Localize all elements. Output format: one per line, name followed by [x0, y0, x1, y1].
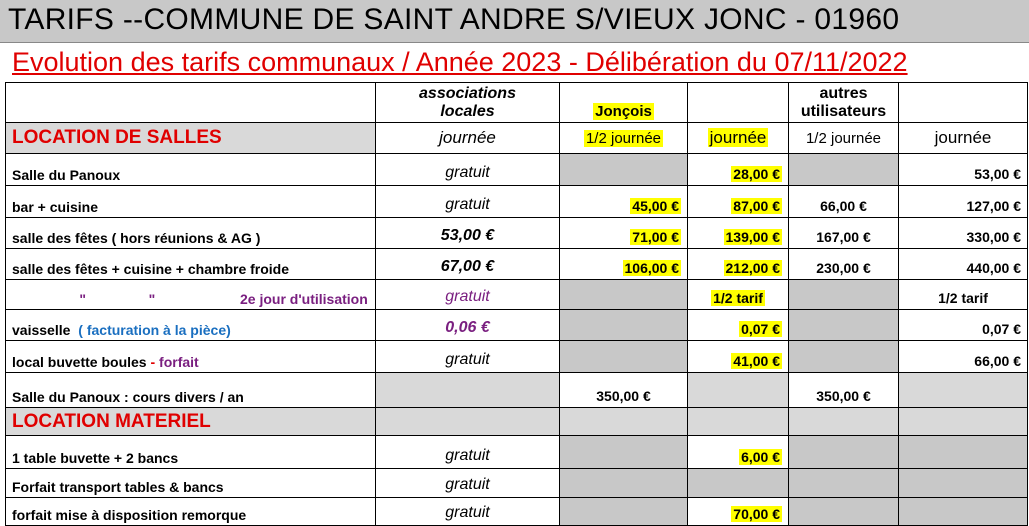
- cell-empty: [789, 469, 899, 498]
- row-label: bar + cuisine: [6, 186, 376, 218]
- cell-assoc: 0,06 €: [376, 310, 560, 341]
- header-joncois-label: Jonçois: [595, 103, 652, 120]
- cell-joncois-demi: [560, 218, 688, 249]
- cell-autres-journee: 1/2 tarif: [899, 280, 1028, 310]
- cell-joncois-journee: [688, 249, 789, 280]
- header-assoc-line2: locales: [440, 102, 495, 120]
- row-separator: -: [146, 354, 160, 370]
- cell-joncois-demi: 350,00 €: [560, 373, 688, 408]
- cell-empty: [560, 154, 688, 186]
- cell-joncois-journee: [688, 280, 789, 310]
- value: 28,00 €: [733, 166, 780, 182]
- header-autres-line1: autres: [819, 84, 868, 102]
- cell-joncois-demi: [560, 186, 688, 218]
- ditto-mark: ": [79, 291, 86, 307]
- table-row: [6, 498, 1028, 526]
- header-autres-line2: utilisateurs: [800, 102, 887, 120]
- cell-autres-journee: 440,00 €: [899, 249, 1028, 280]
- tariff-table: [5, 82, 1028, 526]
- cell-empty: [560, 498, 688, 526]
- header-assoc-line1: associations: [419, 84, 516, 102]
- value: 41,00 €: [733, 353, 780, 369]
- value: 1/2 tarif: [713, 290, 763, 306]
- cell-empty: [789, 341, 899, 373]
- page-subtitle: Evolution des tarifs communaux / Année 2023 - Délibération du 07/11/2022: [12, 47, 908, 77]
- table-row: [6, 218, 1028, 249]
- cell-empty: [899, 373, 1028, 408]
- row-label: Forfait transport tables & bancs: [6, 469, 376, 498]
- cell-joncois-journee: [688, 436, 789, 469]
- cell-autres-demi: 230,00 €: [789, 249, 899, 280]
- row-note: ( facturation à la pièce): [78, 322, 231, 338]
- cell-autres-journee: 0,07 €: [899, 310, 1028, 341]
- cell-empty: [688, 373, 789, 408]
- value: 87,00 €: [733, 198, 780, 214]
- cell-joncois-journee: [688, 218, 789, 249]
- title-bar: [0, 0, 1029, 43]
- page-title: TARIFS --COMMUNE DE SAINT ANDRE S/VIEUX JONC - 01960: [8, 3, 900, 36]
- cell-assoc: gratuit: [376, 154, 560, 186]
- row-label: forfait mise à disposition remorque: [6, 498, 376, 526]
- cell-empty: [560, 310, 688, 341]
- cell-empty: [789, 280, 899, 310]
- cell-empty: [560, 280, 688, 310]
- table-row: [6, 186, 1028, 218]
- value: 212,00 €: [725, 260, 780, 276]
- cell-autres-demi: 167,00 €: [789, 218, 899, 249]
- table-row: [6, 280, 1028, 310]
- row-label: salle des fêtes ( hors réunions & AG ): [6, 218, 376, 249]
- cell-assoc: gratuit: [376, 280, 560, 310]
- section-materiel: LOCATION MATERIEL: [6, 408, 376, 436]
- cell-empty: [789, 310, 899, 341]
- cell-assoc: gratuit: [376, 341, 560, 373]
- cell-empty: [376, 408, 560, 436]
- second-day-label: 2e jour d'utilisation: [240, 291, 368, 307]
- cell-empty: [560, 469, 688, 498]
- cell-empty: [789, 436, 899, 469]
- cell-autres-journee: 66,00 €: [899, 341, 1028, 373]
- header-autres: [789, 83, 899, 123]
- cell-assoc: gratuit: [376, 469, 560, 498]
- table-row: [6, 436, 1028, 469]
- row-label: salle des fêtes + cuisine + chambre froide: [6, 249, 376, 280]
- section-salles: LOCATION DE SALLES: [6, 123, 376, 154]
- cell-empty: [789, 408, 899, 436]
- cell-empty: [688, 408, 789, 436]
- row-label-second-day: [6, 280, 376, 310]
- section-row-salles: [6, 123, 1028, 154]
- value: 45,00 €: [632, 198, 679, 214]
- col-joncois-journee-label: journée: [709, 128, 767, 147]
- header-empty: [6, 83, 376, 123]
- table-row: [6, 310, 1028, 341]
- row-note: forfait: [159, 354, 199, 370]
- col-joncois-demi-label: 1/2 journée: [585, 129, 662, 147]
- table-row: [6, 154, 1028, 186]
- cell-assoc: gratuit: [376, 436, 560, 469]
- table-row: [6, 373, 1028, 408]
- cell-joncois-journee: [688, 341, 789, 373]
- cell-joncois-journee: [688, 154, 789, 186]
- col-autres-demi: 1/2 journée: [789, 123, 899, 154]
- header-joncois: [560, 83, 688, 123]
- col-autres-journee: journée: [899, 123, 1028, 154]
- section-row-materiel: [6, 408, 1028, 436]
- cell-empty: [899, 469, 1028, 498]
- cell-joncois-journee: [688, 498, 789, 526]
- cell-autres-demi: 66,00 €: [789, 186, 899, 218]
- cell-empty: [376, 373, 560, 408]
- cell-autres-journee: 127,00 €: [899, 186, 1028, 218]
- cell-joncois-journee: [688, 310, 789, 341]
- row-label: local buvette boules: [12, 354, 147, 370]
- header-empty-2: [688, 83, 789, 123]
- cell-autres-journee: 53,00 €: [899, 154, 1028, 186]
- row-label: 1 table buvette + 2 bancs: [6, 436, 376, 469]
- cell-empty: [688, 469, 789, 498]
- cell-empty: [789, 154, 899, 186]
- header-associations: [376, 83, 560, 123]
- col-joncois-demi: [560, 123, 688, 154]
- cell-joncois-demi: [560, 249, 688, 280]
- cell-autres-journee: 330,00 €: [899, 218, 1028, 249]
- cell-empty: [560, 436, 688, 469]
- cell-empty: [899, 408, 1028, 436]
- cell-autres-demi: 350,00 €: [789, 373, 899, 408]
- value: 6,00 €: [741, 449, 780, 465]
- value: 106,00 €: [624, 260, 679, 276]
- cell-joncois-journee: [688, 186, 789, 218]
- value: 139,00 €: [725, 229, 780, 245]
- value: 70,00 €: [733, 506, 780, 522]
- cell-assoc: 53,00 €: [376, 218, 560, 249]
- cell-empty: [789, 498, 899, 526]
- cell-assoc: gratuit: [376, 498, 560, 526]
- row-label: Salle du Panoux: [6, 154, 376, 186]
- row-label-vaisselle: [6, 310, 376, 341]
- value: 0,07 €: [741, 321, 780, 337]
- cell-empty: [560, 408, 688, 436]
- table-row: [6, 249, 1028, 280]
- table-row: [6, 469, 1028, 498]
- ditto-mark: ": [148, 291, 156, 307]
- table-row: [6, 341, 1028, 373]
- cell-empty: [899, 436, 1028, 469]
- row-label-buvette: [6, 341, 376, 373]
- cell-assoc: gratuit: [376, 186, 560, 218]
- cell-empty: [899, 498, 1028, 526]
- cell-empty: [560, 341, 688, 373]
- row-label: vaisselle: [12, 322, 71, 338]
- col-joncois-journee: [688, 123, 789, 154]
- cell-assoc: 67,00 €: [376, 249, 560, 280]
- row-label: Salle du Panoux : cours divers / an: [6, 373, 376, 408]
- col-assoc-journee: journée: [376, 123, 560, 154]
- header-empty-3: [899, 83, 1028, 123]
- value: 71,00 €: [632, 229, 679, 245]
- header-row: [6, 83, 1028, 123]
